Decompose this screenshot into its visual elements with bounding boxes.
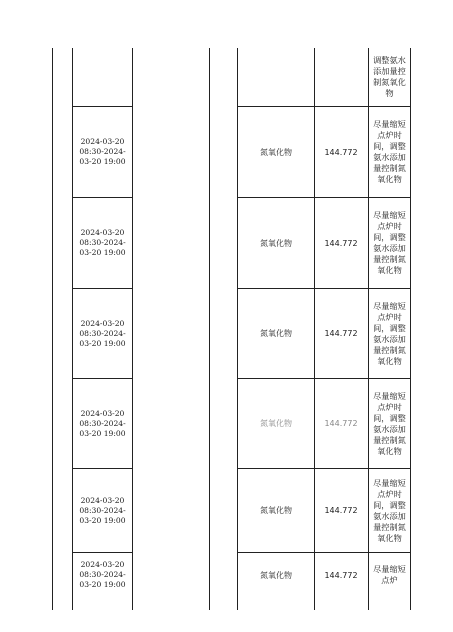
table-row-time: 2024-03-20 08:30-2024-03-20 19:00 bbox=[79, 318, 126, 348]
table-row-value: 144.772 bbox=[324, 147, 358, 157]
table-row-pollutant: 氮氧化物 bbox=[260, 238, 292, 248]
column-line bbox=[410, 48, 411, 610]
table-row-value: 144.772 bbox=[324, 329, 358, 338]
table-row-time: 2024-03-20 08:30-2024-03-20 19:00 bbox=[79, 560, 126, 589]
table-row-time: 2024-03-20 08:30-2024-03-20 19:00 bbox=[79, 495, 126, 525]
table-row-pollutant: 氮氧化物 bbox=[260, 570, 292, 580]
table-row-measure: 尽量缩短点炉时间，调整氨水添加量控制氮氧化物 bbox=[373, 119, 406, 184]
table-row-measure: 尽量缩短点炉 bbox=[373, 564, 406, 585]
table-row-value: 144.772 bbox=[324, 570, 358, 580]
table-row-measure: 尽量缩短点炉时间，调整氨水添加量控制氮氧化物 bbox=[373, 390, 406, 456]
table-row-measure: 调整氨水添加量控制氮氧化物 bbox=[373, 55, 406, 98]
table-row-time: 2024-03-20 08:30-2024-03-20 19:00 bbox=[79, 137, 126, 166]
column-line bbox=[132, 48, 133, 610]
table-row-value: 144.772 bbox=[324, 238, 358, 248]
table-row-time: 2024-03-20 08:30-2024-03-20 19:00 bbox=[79, 228, 126, 257]
table-row-pollutant: 氮氧化物 bbox=[260, 506, 292, 515]
table-row-pollutant: 氮氧化物 bbox=[260, 419, 292, 428]
column-line bbox=[52, 48, 53, 610]
table-row-pollutant: 氮氧化物 bbox=[260, 329, 292, 338]
table-row-measure: 尽量缩短点炉时间，调整氨水添加量控制氮氧化物 bbox=[373, 210, 406, 275]
table-row-measure: 尽量缩短点炉时间，调整氨水添加量控制氮氧化物 bbox=[373, 300, 406, 366]
table-row-value: 144.772 bbox=[324, 506, 358, 515]
table-row-measure: 尽量缩短点炉时间，调整氨水添加量控制氮氧化物 bbox=[373, 477, 406, 543]
column-line bbox=[209, 48, 210, 610]
table-row-value: 144.772 bbox=[324, 419, 358, 428]
table-row-pollutant: 氮氧化物 bbox=[260, 147, 292, 157]
table-row-time: 2024-03-20 08:30-2024-03-20 19:00 bbox=[79, 408, 126, 438]
